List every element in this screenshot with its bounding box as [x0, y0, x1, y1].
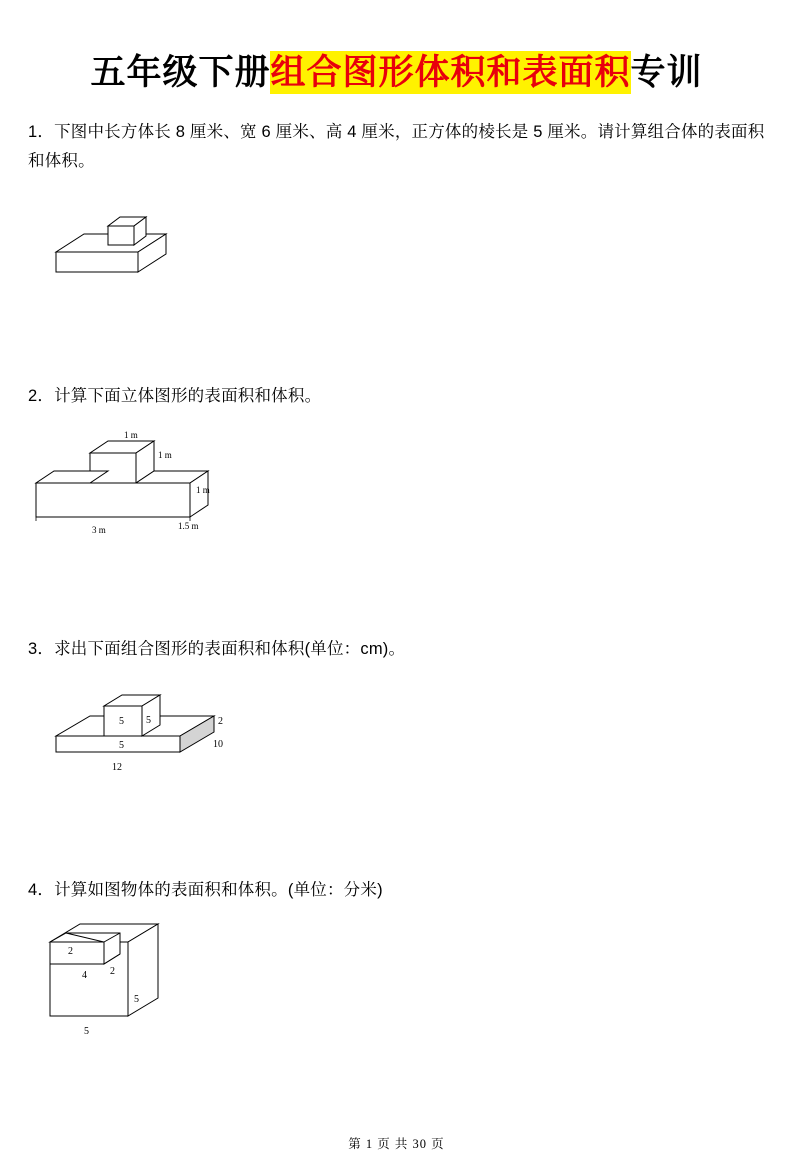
- problem-2: [28, 382, 765, 551]
- problem-3-number: 3．: [28, 639, 55, 658]
- page-footer: 第 1 页 共 30 页: [348, 1137, 445, 1151]
- label-cube-5-front: 5: [119, 715, 124, 727]
- problem-4-text: [28, 876, 765, 905]
- label-front-5: 5: [84, 1026, 89, 1038]
- title-prefix: 五年级下册: [90, 53, 271, 92]
- problem-4-body: 计算如图物体的表面积和体积。(单位：分米): [54, 880, 383, 899]
- worksheet-page: [0, 52, 793, 1174]
- cube-on-plate-diagram: [42, 674, 302, 784]
- label-3m: 3 m: [92, 524, 106, 535]
- problem-3-body: 求出下面组合图形的表面积和体积(单位：cm)。: [54, 639, 406, 658]
- problem-3-text: [28, 635, 765, 664]
- problem-4-number: 4．: [28, 880, 55, 899]
- label-notch-4: 4: [82, 970, 87, 982]
- step-solid-diagram: [28, 421, 288, 551]
- problem-1-body: 下图中长方体长 8 厘米、宽 6 厘米、高 4 厘米，正方体的棱长是 5 厘米。请计算组合体的表面积和体积。: [28, 123, 765, 170]
- problem-1-figure: [46, 190, 765, 290]
- problem-1-text: [28, 118, 765, 176]
- page-title: [28, 52, 765, 94]
- label-right-5: 5: [134, 994, 139, 1006]
- label-cube-5-bottom: 5: [119, 739, 124, 751]
- label-1m-right-lower: 1 m: [196, 484, 210, 495]
- label-1m-right-upper: 1 m: [158, 449, 172, 460]
- label-cube-5-side: 5: [146, 714, 151, 726]
- label-1m-top: 1 m: [124, 429, 138, 440]
- problem-2-body: 计算下面立体图形的表面积和体积。: [54, 386, 322, 405]
- label-plate-2: 2: [218, 715, 223, 727]
- label-plate-10: 10: [213, 738, 223, 750]
- notched-cube-diagram: [38, 912, 258, 1042]
- label-plate-12: 12: [112, 761, 122, 773]
- title-highlight: 组合图形体积和表面积: [270, 53, 631, 92]
- problem-2-figure: [28, 421, 765, 551]
- label-side-2: 2: [110, 966, 115, 978]
- title-suffix: 专训: [630, 53, 703, 92]
- problem-3: [28, 635, 765, 784]
- label-15m: 1.5 m: [178, 520, 199, 531]
- cube-on-box-diagram: [46, 190, 226, 290]
- label-notch-2: 2: [68, 946, 73, 958]
- problem-4-figure: [38, 912, 765, 1042]
- problem-2-number: 2．: [28, 386, 55, 405]
- problem-1: [28, 118, 765, 290]
- problem-4: [28, 876, 765, 1043]
- problem-1-number: 1．: [28, 123, 55, 141]
- problem-3-figure: [42, 674, 765, 784]
- problem-2-text: [28, 382, 765, 411]
